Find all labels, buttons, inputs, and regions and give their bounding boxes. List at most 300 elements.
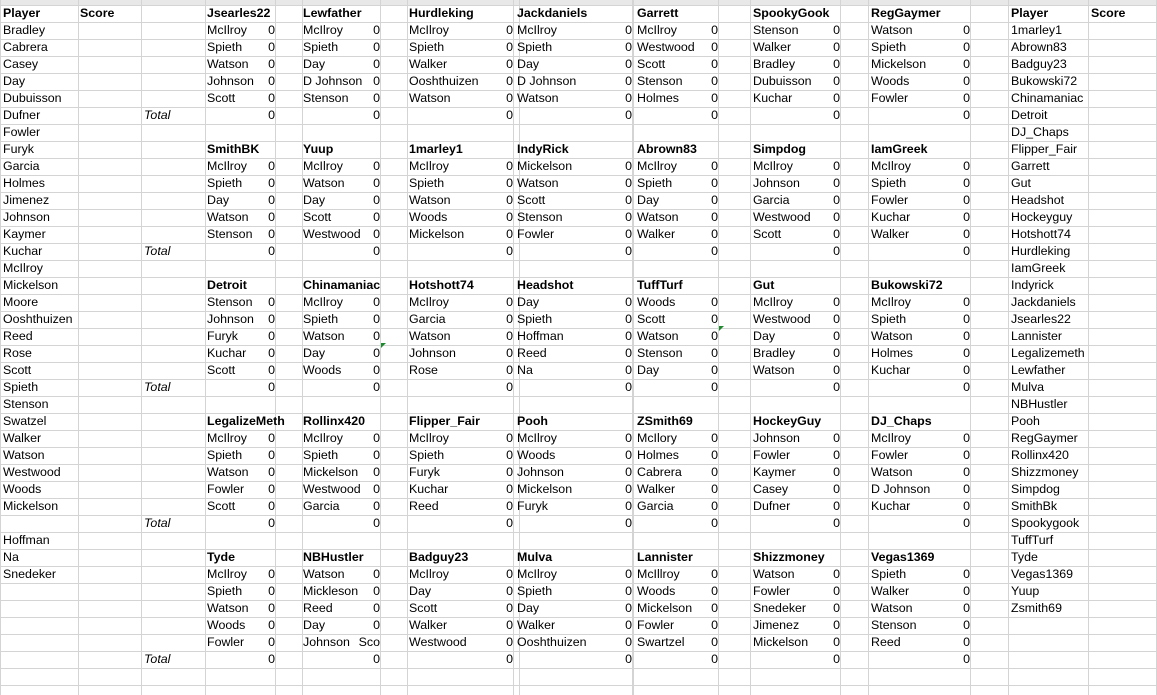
team-total-value[interactable]: 0 xyxy=(268,516,275,530)
team-score-cell[interactable]: 0 xyxy=(268,227,275,241)
team-pick-cell[interactable]: Kuchar xyxy=(871,210,911,224)
team-pick-cell[interactable]: Reed xyxy=(871,635,901,649)
team-score-cell[interactable]: 0 xyxy=(711,210,718,224)
team-name-header[interactable]: Tyde xyxy=(207,550,235,564)
team-score-cell[interactable]: 0 xyxy=(506,363,513,377)
team-score-cell[interactable]: 0 xyxy=(963,499,970,513)
team-name-header[interactable]: Jackdaniels xyxy=(517,6,588,20)
team-pick-cell[interactable]: Spieth xyxy=(409,40,445,54)
team-score-cell[interactable]: 0 xyxy=(833,635,840,649)
team-pick-cell[interactable]: Holmes xyxy=(637,91,679,105)
team-total-value[interactable]: 0 xyxy=(625,516,632,530)
team-pick-cell[interactable]: Woods xyxy=(871,74,910,88)
total-label[interactable]: Total xyxy=(144,516,171,530)
team-pick-cell[interactable]: McIlroy xyxy=(303,431,343,445)
team-pick-cell[interactable]: Watson xyxy=(207,601,249,615)
team-total-value[interactable]: 0 xyxy=(373,652,380,666)
team-score-cell[interactable]: 0 xyxy=(373,312,380,326)
team-score-cell[interactable]: 0 xyxy=(506,482,513,496)
team-score-cell[interactable]: 0 xyxy=(373,74,380,88)
team-score-cell[interactable]: 0 xyxy=(268,176,275,190)
right-player-cell[interactable]: Garrett xyxy=(1011,159,1050,173)
team-score-cell[interactable]: 0 xyxy=(506,227,513,241)
right-player-cell[interactable]: Zsmith69 xyxy=(1011,601,1062,615)
team-pick-cell[interactable]: McIlroy xyxy=(517,23,557,37)
team-pick-cell[interactable]: Mickelson xyxy=(303,465,359,479)
team-pick-cell[interactable]: Scott xyxy=(753,227,782,241)
team-name-header[interactable]: Garrett xyxy=(637,6,679,20)
team-total-value[interactable]: 0 xyxy=(711,108,718,122)
team-pick-cell[interactable]: Fowler xyxy=(871,91,909,105)
team-name-header[interactable]: Bukowski72 xyxy=(871,278,943,292)
team-pick-cell[interactable]: McIlroy xyxy=(303,23,343,37)
team-pick-cell[interactable]: Spieth xyxy=(303,312,339,326)
team-pick-cell[interactable]: Fowler xyxy=(753,448,791,462)
team-pick-cell[interactable]: Garcia xyxy=(303,499,340,513)
team-score-cell[interactable]: 0 xyxy=(506,601,513,615)
team-score-cell[interactable]: 0 xyxy=(833,329,840,343)
team-pick-cell[interactable]: Spieth xyxy=(207,584,243,598)
right-player-cell[interactable]: Mulva xyxy=(1011,380,1045,394)
left-player-cell[interactable]: Garcia xyxy=(3,159,40,173)
team-score-cell[interactable]: 0 xyxy=(373,363,380,377)
team-score-cell[interactable]: 0 xyxy=(711,482,718,496)
team-pick-cell[interactable]: Walker xyxy=(409,57,448,71)
team-pick-cell[interactable]: D Johnson xyxy=(303,74,363,88)
team-score-cell[interactable]: 0 xyxy=(833,482,840,496)
team-name-header[interactable]: Lannister xyxy=(637,550,693,564)
team-score-cell[interactable]: 0 xyxy=(711,329,718,343)
team-total-value[interactable]: 0 xyxy=(833,244,840,258)
total-label[interactable]: Total xyxy=(144,108,171,122)
team-pick-cell[interactable]: Watson xyxy=(207,465,249,479)
team-pick-cell[interactable]: Reed xyxy=(303,601,333,615)
team-pick-cell[interactable]: Scott xyxy=(637,57,666,71)
team-pick-cell[interactable]: Kuchar xyxy=(753,91,793,105)
team-pick-cell[interactable]: Swartzel xyxy=(637,635,685,649)
team-name-header[interactable]: Lewfather xyxy=(303,6,362,20)
team-score-cell[interactable]: 0 xyxy=(625,312,632,326)
team-score-cell[interactable]: 0 xyxy=(268,635,275,649)
team-score-cell[interactable]: 0 xyxy=(506,23,513,37)
team-score-cell[interactable]: 0 xyxy=(625,176,632,190)
team-total-value[interactable]: 0 xyxy=(625,108,632,122)
team-pick-cell[interactable]: Spieth xyxy=(871,176,907,190)
team-score-cell[interactable]: 0 xyxy=(506,159,513,173)
team-pick-cell[interactable]: Watson xyxy=(871,23,913,37)
team-score-cell[interactable]: 0 xyxy=(625,448,632,462)
team-total-value[interactable]: 0 xyxy=(373,380,380,394)
team-name-header[interactable]: Yuup xyxy=(303,142,334,156)
team-score-cell[interactable]: 0 xyxy=(373,295,380,309)
left-player-cell[interactable]: Moore xyxy=(3,295,39,309)
team-score-cell[interactable]: 0 xyxy=(625,159,632,173)
team-score-cell[interactable]: 0 xyxy=(506,74,513,88)
team-score-cell[interactable]: 0 xyxy=(711,227,718,241)
team-pick-cell[interactable]: Furyk xyxy=(517,499,548,513)
team-pick-cell[interactable]: Stenson xyxy=(637,346,683,360)
team-score-cell[interactable]: 0 xyxy=(506,210,513,224)
total-label[interactable]: Total xyxy=(144,380,171,394)
team-pick-cell[interactable]: Mickleson xyxy=(303,584,359,598)
team-score-cell[interactable]: 0 xyxy=(625,193,632,207)
team-pick-cell[interactable]: Spieth xyxy=(303,448,339,462)
team-score-cell[interactable]: 0 xyxy=(833,567,840,581)
team-score-cell[interactable]: 0 xyxy=(506,567,513,581)
team-pick-cell[interactable]: Watson xyxy=(871,329,913,343)
team-score-cell[interactable]: 0 xyxy=(268,210,275,224)
team-name-header[interactable]: SmithBK xyxy=(207,142,260,156)
team-pick-cell[interactable]: Woods xyxy=(207,618,246,632)
right-player-cell[interactable]: Chinamaniac xyxy=(1011,91,1084,105)
team-pick-cell[interactable]: Mickelson xyxy=(517,482,573,496)
team-total-value[interactable]: 0 xyxy=(268,108,275,122)
team-score-cell[interactable]: 0 xyxy=(506,448,513,462)
team-pick-cell[interactable]: McIlroy xyxy=(753,159,793,173)
team-score-cell[interactable]: 0 xyxy=(625,295,632,309)
team-pick-cell[interactable]: Day xyxy=(207,193,230,207)
left-player-cell[interactable]: Spieth xyxy=(3,380,39,394)
team-score-cell[interactable]: 0 xyxy=(963,159,970,173)
team-pick-cell[interactable]: Bradley xyxy=(753,57,796,71)
team-score-cell[interactable]: 0 xyxy=(711,601,718,615)
team-pick-cell[interactable]: Walker xyxy=(871,584,910,598)
team-pick-cell[interactable]: Westwood xyxy=(409,635,467,649)
team-pick-cell[interactable]: Fowler xyxy=(871,448,909,462)
team-pick-cell[interactable]: Mickelson xyxy=(871,57,927,71)
team-score-cell[interactable]: 0 xyxy=(625,584,632,598)
team-pick-cell[interactable]: Day xyxy=(753,329,776,343)
right-player-cell[interactable]: SmithBk xyxy=(1011,499,1058,513)
team-name-header[interactable]: Mulva xyxy=(517,550,553,564)
team-score-cell[interactable]: 0 xyxy=(268,159,275,173)
team-pick-cell[interactable]: Kuchar xyxy=(871,363,911,377)
team-score-cell[interactable]: 0 xyxy=(963,23,970,37)
right-player-cell[interactable]: Rollinx420 xyxy=(1011,448,1069,462)
team-score-cell[interactable]: 0 xyxy=(373,601,380,615)
team-pick-cell[interactable]: D Johnson xyxy=(871,482,931,496)
team-pick-cell[interactable]: Walker xyxy=(517,618,556,632)
team-pick-cell[interactable]: Day xyxy=(303,193,326,207)
team-pick-cell[interactable]: Na xyxy=(517,363,533,377)
team-pick-cell[interactable]: Johnson xyxy=(753,431,800,445)
left-player-cell[interactable]: Na xyxy=(3,550,19,564)
team-score-cell[interactable]: 0 xyxy=(833,584,840,598)
team-score-cell[interactable]: 0 xyxy=(268,465,275,479)
team-pick-cell[interactable]: Spieth xyxy=(517,40,553,54)
team-pick-cell[interactable]: Stenson xyxy=(753,23,799,37)
team-score-cell[interactable]: 0 xyxy=(833,176,840,190)
team-score-cell[interactable]: 0 xyxy=(625,567,632,581)
right-player-cell[interactable]: Shizzmoney xyxy=(1011,465,1079,479)
team-score-cell[interactable]: 0 xyxy=(625,499,632,513)
team-score-cell[interactable]: 0 xyxy=(711,584,718,598)
right-player-cell[interactable]: Pooh xyxy=(1011,414,1040,428)
team-total-value[interactable]: 0 xyxy=(373,244,380,258)
team-score-cell[interactable]: 0 xyxy=(833,312,840,326)
team-pick-cell[interactable]: Spieth xyxy=(207,40,243,54)
team-pick-cell[interactable]: Furyk xyxy=(207,329,238,343)
left-player-cell[interactable]: Hoffman xyxy=(3,533,50,547)
team-pick-cell[interactable]: Woods xyxy=(637,295,676,309)
team-pick-cell[interactable]: Scott xyxy=(207,363,236,377)
team-pick-cell[interactable]: Day xyxy=(517,601,540,615)
team-pick-cell[interactable]: Reed xyxy=(517,346,547,360)
left-player-cell[interactable]: Jimenez xyxy=(3,193,50,207)
team-pick-cell[interactable]: Spieth xyxy=(871,567,907,581)
team-score-cell[interactable]: 0 xyxy=(625,363,632,377)
team-score-cell[interactable]: 0 xyxy=(963,448,970,462)
team-pick-cell[interactable]: Fowler xyxy=(207,635,245,649)
team-total-value[interactable]: 0 xyxy=(268,380,275,394)
right-player-cell[interactable]: IamGreek xyxy=(1011,261,1066,275)
left-player-cell[interactable]: Westwood xyxy=(3,465,61,479)
team-pick-cell[interactable]: Dufner xyxy=(753,499,791,513)
team-score-cell[interactable]: 0 xyxy=(833,74,840,88)
team-score-cell[interactable]: 0 xyxy=(373,176,380,190)
team-score-cell[interactable]: 0 xyxy=(711,635,718,649)
left-player-cell[interactable]: Snedeker xyxy=(3,567,57,581)
left-player-cell[interactable]: Woods xyxy=(3,482,42,496)
team-name-header[interactable]: NBHustler xyxy=(303,550,364,564)
team-pick-cell[interactable]: Fowler xyxy=(637,618,675,632)
team-name-header[interactable]: Chinamaniac xyxy=(303,278,381,292)
right-player-cell[interactable]: DJ_Chaps xyxy=(1011,125,1069,139)
team-pick-cell[interactable]: McIlroy xyxy=(207,567,247,581)
team-score-cell[interactable]: 0 xyxy=(711,74,718,88)
team-score-cell[interactable]: 0 xyxy=(833,193,840,207)
team-pick-cell[interactable]: Fowler xyxy=(871,193,909,207)
team-score-cell[interactable]: 0 xyxy=(833,346,840,360)
right-player-cell[interactable]: Spookygook xyxy=(1011,516,1080,530)
team-total-value[interactable]: 0 xyxy=(963,380,970,394)
team-pick-cell[interactable]: Spieth xyxy=(207,176,243,190)
left-player-cell[interactable]: Dubuisson xyxy=(3,91,62,105)
team-score-cell[interactable]: 0 xyxy=(963,601,970,615)
team-score-cell[interactable]: 0 xyxy=(963,57,970,71)
team-pick-cell[interactable]: Watson xyxy=(303,176,345,190)
team-pick-cell[interactable]: Johnson xyxy=(517,465,564,479)
team-score-cell[interactable]: 0 xyxy=(625,329,632,343)
left-player-cell[interactable]: Swatzel xyxy=(3,414,47,428)
team-score-cell[interactable]: 0 xyxy=(833,499,840,513)
team-total-value[interactable]: 0 xyxy=(506,108,513,122)
team-pick-cell[interactable]: Scott xyxy=(303,210,332,224)
left-player-cell[interactable]: Walker xyxy=(3,431,42,445)
team-score-cell[interactable]: 0 xyxy=(625,635,632,649)
team-pick-cell[interactable]: Scott xyxy=(637,312,666,326)
team-score-cell[interactable]: 0 xyxy=(373,618,380,632)
team-pick-cell[interactable]: McIlroy xyxy=(409,23,449,37)
team-pick-cell[interactable]: McIlroy xyxy=(637,23,677,37)
team-score-cell[interactable]: 0 xyxy=(833,448,840,462)
team-name-header[interactable]: Gut xyxy=(753,278,775,292)
team-score-cell[interactable]: 0 xyxy=(711,295,718,309)
team-pick-cell[interactable]: Rose xyxy=(409,363,438,377)
left-player-cell[interactable]: Bradley xyxy=(3,23,46,37)
team-score-cell[interactable]: 0 xyxy=(373,210,380,224)
team-pick-cell[interactable]: Walker xyxy=(637,482,676,496)
team-score-cell[interactable]: 0 xyxy=(506,193,513,207)
team-score-cell[interactable]: 0 xyxy=(268,618,275,632)
left-player-cell[interactable]: Kaymer xyxy=(3,227,46,241)
team-total-value[interactable]: 0 xyxy=(833,652,840,666)
team-score-cell[interactable]: 0 xyxy=(711,346,718,360)
team-pick-cell[interactable]: Watson xyxy=(753,363,795,377)
team-score-cell[interactable]: 0 xyxy=(268,431,275,445)
team-name-header[interactable]: Abrown83 xyxy=(637,142,697,156)
team-total-value[interactable]: 0 xyxy=(711,244,718,258)
team-total-value[interactable]: 0 xyxy=(963,652,970,666)
right-player-cell[interactable]: Hotshott74 xyxy=(1011,227,1071,241)
team-pick-cell[interactable]: McIlroy xyxy=(207,431,247,445)
team-pick-cell[interactable]: Garcia xyxy=(753,193,790,207)
team-pick-cell[interactable]: Woods xyxy=(409,210,448,224)
team-pick-cell[interactable]: Walker xyxy=(409,618,448,632)
team-total-value[interactable]: 0 xyxy=(625,244,632,258)
team-score-cell[interactable]: 0 xyxy=(506,346,513,360)
right-player-cell[interactable]: Legalizemeth xyxy=(1011,346,1085,360)
team-pick-cell[interactable]: D Johnson xyxy=(517,74,577,88)
team-score-cell[interactable]: 0 xyxy=(373,346,380,360)
team-name-header[interactable]: Pooh xyxy=(517,414,548,428)
team-score-cell[interactable]: 0 xyxy=(268,23,275,37)
team-score-cell[interactable]: 0 xyxy=(711,23,718,37)
team-score-cell[interactable]: 0 xyxy=(711,363,718,377)
left-player-cell[interactable]: Mickelson xyxy=(3,499,59,513)
team-score-cell[interactable]: 0 xyxy=(833,57,840,71)
team-name-header[interactable]: Hotshott74 xyxy=(409,278,474,292)
team-pick-cell[interactable]: McIlroy xyxy=(517,431,557,445)
team-pick-cell[interactable]: Watson xyxy=(207,57,249,71)
team-score-cell[interactable]: 0 xyxy=(963,567,970,581)
team-score-cell[interactable]: 0 xyxy=(711,159,718,173)
team-pick-cell[interactable]: Spieth xyxy=(303,40,339,54)
right-player-cell[interactable]: Flipper_Fair xyxy=(1011,142,1078,156)
team-score-cell[interactable]: 0 xyxy=(711,431,718,445)
team-total-value[interactable]: 0 xyxy=(963,108,970,122)
team-pick-cell[interactable]: Watson xyxy=(207,210,249,224)
team-score-cell[interactable]: 0 xyxy=(625,74,632,88)
right-score-header[interactable]: Score xyxy=(1091,6,1126,20)
team-score-cell[interactable]: 0 xyxy=(268,601,275,615)
team-score-cell[interactable]: 0 xyxy=(625,57,632,71)
team-score-cell[interactable]: 0 xyxy=(963,346,970,360)
left-player-header[interactable]: Player xyxy=(3,6,41,20)
team-pick-cell[interactable]: Stenson xyxy=(207,295,253,309)
team-score-cell[interactable]: 0 xyxy=(963,465,970,479)
team-score-cell[interactable]: 0 xyxy=(963,295,970,309)
team-pick-cell[interactable]: Stenson xyxy=(637,74,683,88)
team-score-cell[interactable]: 0 xyxy=(373,57,380,71)
team-score-cell[interactable]: 0 xyxy=(268,499,275,513)
team-score-cell[interactable]: 0 xyxy=(373,40,380,54)
team-name-header[interactable]: Rollinx420 xyxy=(303,414,365,428)
team-pick-cell[interactable]: Spieth xyxy=(637,176,673,190)
team-score-cell[interactable]: 0 xyxy=(625,40,632,54)
team-score-cell[interactable]: 0 xyxy=(963,227,970,241)
team-pick-cell[interactable]: Watson xyxy=(409,329,451,343)
total-label[interactable]: Total xyxy=(144,652,171,666)
team-pick-cell[interactable]: Stenson xyxy=(207,227,253,241)
team-pick-cell[interactable]: Spieth xyxy=(409,448,445,462)
left-player-cell[interactable]: Ooshthuizen xyxy=(3,312,73,326)
team-pick-cell[interactable]: McIlroy xyxy=(409,159,449,173)
team-total-value[interactable]: 0 xyxy=(833,380,840,394)
team-name-header[interactable]: LegalizeMeth xyxy=(207,414,285,428)
team-score-cell[interactable]: 0 xyxy=(268,57,275,71)
team-score-cell[interactable]: 0 xyxy=(268,295,275,309)
team-pick-cell[interactable]: McIlory xyxy=(637,431,677,445)
team-total-value[interactable]: 0 xyxy=(506,244,513,258)
team-name-header[interactable]: Headshot xyxy=(517,278,574,292)
team-score-cell[interactable]: 0 xyxy=(373,567,380,581)
team-score-cell[interactable]: 0 xyxy=(963,635,970,649)
left-player-cell[interactable]: Fowler xyxy=(3,125,41,139)
right-player-cell[interactable]: Detroit xyxy=(1011,108,1048,122)
team-score-cell[interactable]: 0 xyxy=(711,176,718,190)
team-score-cell[interactable]: 0 xyxy=(268,312,275,326)
team-pick-cell[interactable]: Day xyxy=(637,363,660,377)
team-total-value[interactable]: 0 xyxy=(625,652,632,666)
team-total-value[interactable]: 0 xyxy=(268,652,275,666)
team-total-value[interactable]: 0 xyxy=(506,516,513,530)
team-pick-cell[interactable]: McIlroy xyxy=(303,295,343,309)
team-pick-cell[interactable]: Kuchar xyxy=(871,499,911,513)
team-pick-cell[interactable]: Day xyxy=(303,346,326,360)
team-pick-cell[interactable]: Woods xyxy=(517,448,556,462)
team-pick-cell[interactable]: Day xyxy=(303,618,326,632)
team-score-cell[interactable]: 0 xyxy=(711,91,718,105)
team-score-cell[interactable]: 0 xyxy=(625,465,632,479)
team-name-header[interactable]: Vegas1369 xyxy=(871,550,935,564)
team-pick-cell[interactable]: McIlroy xyxy=(303,159,343,173)
team-score-cell[interactable]: 0 xyxy=(373,584,380,598)
team-pick-cell[interactable]: Scott xyxy=(207,499,236,513)
team-name-header[interactable]: IamGreek xyxy=(871,142,928,156)
team-total-value[interactable]: 0 xyxy=(506,652,513,666)
team-pick-cell[interactable]: McIlroy xyxy=(753,295,793,309)
team-score-cell[interactable]: 0 xyxy=(268,482,275,496)
team-score-cell[interactable]: 0 xyxy=(268,448,275,462)
right-player-cell[interactable]: 1marley1 xyxy=(1011,23,1062,37)
team-pick-cell[interactable]: Johnson xyxy=(409,346,456,360)
team-pick-cell[interactable]: Dubuisson xyxy=(753,74,812,88)
team-score-cell[interactable]: 0 xyxy=(963,176,970,190)
team-name-header[interactable]: SpookyGook xyxy=(753,6,830,20)
team-score-cell[interactable]: 0 xyxy=(963,329,970,343)
team-pick-cell[interactable]: Hoffman xyxy=(517,329,564,343)
team-pick-cell[interactable]: Watson xyxy=(517,91,559,105)
team-score-cell[interactable]: 0 xyxy=(268,329,275,343)
team-score-cell[interactable]: 0 xyxy=(963,40,970,54)
team-total-value[interactable]: 0 xyxy=(625,380,632,394)
team-pick-cell[interactable]: Kuchar xyxy=(409,482,449,496)
team-score-cell[interactable]: 0 xyxy=(506,584,513,598)
team-pick-cell[interactable]: Mickelson xyxy=(637,601,693,615)
right-player-cell[interactable]: Hockeyguy xyxy=(1011,210,1073,224)
team-total-value[interactable]: 0 xyxy=(506,380,513,394)
team-pick-cell[interactable]: Fowler xyxy=(207,482,245,496)
team-score-cell[interactable]: 0 xyxy=(506,465,513,479)
team-score-cell[interactable]: 0 xyxy=(963,431,970,445)
left-player-cell[interactable]: Watson xyxy=(3,448,45,462)
team-total-value[interactable]: 0 xyxy=(833,516,840,530)
team-pick-cell[interactable]: Johnson xyxy=(207,74,254,88)
team-name-header[interactable]: RegGaymer xyxy=(871,6,941,20)
team-pick-cell[interactable]: Fowler xyxy=(517,227,555,241)
left-player-cell[interactable]: Furyk xyxy=(3,142,34,156)
